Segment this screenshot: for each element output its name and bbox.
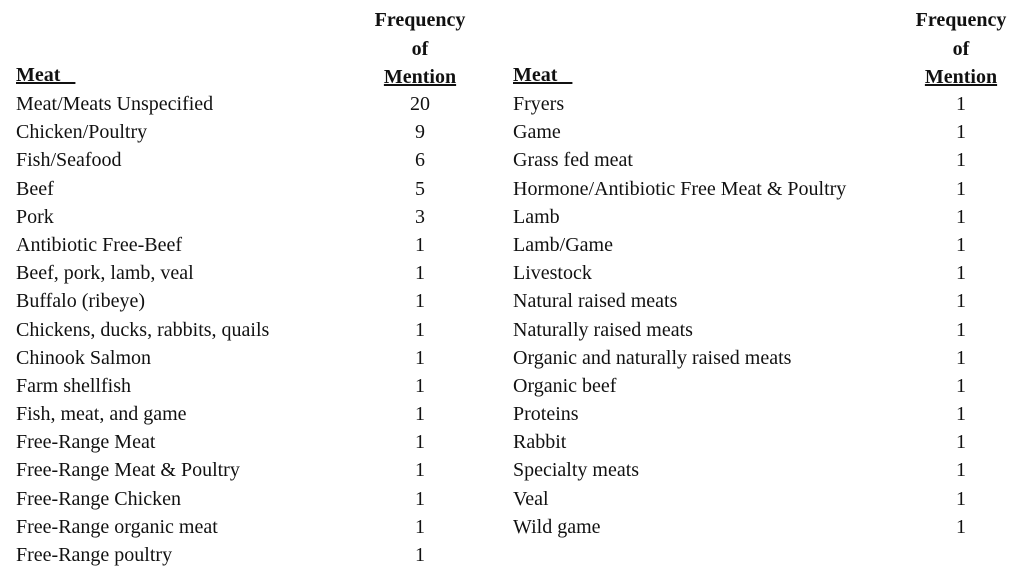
meat-name: Natural raised meats [513, 290, 678, 313]
table-row [16, 146, 476, 174]
mention-count: 1 [956, 177, 966, 200]
meat-name: Beef [16, 177, 54, 200]
meat-name: Grass fed meat [513, 149, 633, 172]
left-meat-column-header: Meat [16, 64, 76, 86]
mention-count: 1 [415, 233, 425, 256]
meat-name: Meat/Meats Unspecified [16, 93, 214, 115]
table-row [16, 287, 476, 315]
left-freq-header-line3: Mention [383, 66, 457, 88]
meat-name: Free-Range Chicken [16, 487, 181, 510]
meat-name: Organic beef [513, 374, 617, 397]
meat-name: Lamb/Game [513, 233, 613, 256]
meat-name: Pork [16, 205, 54, 228]
right-freq-header-line3: Mention [924, 66, 998, 88]
table-row [513, 344, 1013, 372]
table-row [513, 372, 1013, 400]
mention-count: 1 [415, 459, 425, 482]
left-freq-header-line1: Frequency [374, 9, 466, 31]
mention-count: 9 [415, 121, 425, 144]
table-row [16, 541, 476, 569]
mention-count: 1 [956, 431, 966, 454]
meat-name: Lamb [513, 205, 560, 228]
mention-count: 1 [956, 290, 966, 313]
mention-count: 1 [415, 431, 425, 454]
meat-name: Livestock [513, 262, 592, 285]
table-row [513, 146, 1013, 174]
mention-count: 1 [956, 515, 966, 538]
mention-count: 1 [415, 487, 425, 510]
mention-count: 1 [415, 262, 425, 285]
table-row [16, 428, 476, 456]
meat-name: Chickens, ducks, rabbits, quails [16, 318, 270, 341]
left-table-body [16, 90, 476, 569]
table-row [513, 513, 1013, 541]
table-row [513, 400, 1013, 428]
meat-name: Free-Range poultry [16, 544, 173, 566]
right-meat-column-header: Meat [513, 64, 573, 86]
table-row [16, 118, 476, 146]
mention-count: 1 [956, 233, 966, 256]
meat-name: Specialty meats [513, 459, 640, 482]
mention-count: 1 [956, 487, 966, 510]
table-row [513, 231, 1013, 259]
right-freq-header-line1: Frequency [915, 9, 1007, 31]
meat-name: Fish, meat, and game [16, 403, 187, 426]
meat-name: Antibiotic Free-Beef [16, 233, 183, 256]
mention-count: 1 [956, 459, 966, 482]
left-freq-header-line2: of [411, 37, 429, 60]
meat-name: Free-Range Meat [16, 431, 156, 454]
mention-count: 1 [956, 346, 966, 369]
mention-count: 5 [415, 177, 425, 200]
table-row [16, 456, 476, 484]
table-row [513, 90, 1013, 118]
mention-count: 1 [415, 346, 425, 369]
table-row [513, 316, 1013, 344]
right-freq-header-line2: of [952, 37, 970, 60]
meat-name: Beef, pork, lamb, veal [16, 262, 194, 285]
mention-count: 1 [956, 403, 966, 426]
mention-count: 1 [956, 121, 966, 144]
table-row [16, 259, 476, 287]
meat-name: Hormone/Antibiotic Free Meat & Poultry [513, 177, 847, 200]
table-row [16, 316, 476, 344]
table-row [16, 175, 476, 203]
table-row [513, 287, 1013, 315]
table-row [16, 90, 476, 118]
meat-name: Free-Range Meat & Poultry [16, 459, 240, 482]
left-frequency-column-header [350, 6, 490, 92]
table-row [16, 231, 476, 259]
meat-name: Farm shellfish [16, 374, 131, 397]
table-row [513, 428, 1013, 456]
left-table-header [16, 0, 476, 90]
mention-count: 1 [956, 93, 966, 115]
mention-count: 1 [415, 374, 425, 397]
mention-count: 1 [956, 318, 966, 341]
mention-count: 1 [415, 403, 425, 426]
right-meat-table [513, 0, 1013, 541]
mention-count: 1 [956, 262, 966, 285]
meat-name: Game [513, 121, 561, 144]
meat-name: Wild game [513, 515, 601, 538]
table-row [16, 344, 476, 372]
meat-name: Organic and naturally raised meats [513, 346, 792, 369]
table-row [16, 372, 476, 400]
meat-name: Chicken/Poultry [16, 121, 148, 144]
meat-name: Chinook Salmon [16, 346, 152, 369]
table-row [16, 513, 476, 541]
meat-name: Veal [513, 487, 549, 510]
table-row [513, 456, 1013, 484]
mention-count: 20 [410, 93, 430, 115]
meat-name: Proteins [513, 403, 579, 426]
meat-name: Fish/Seafood [16, 149, 122, 172]
left-meat-table [16, 0, 476, 569]
table-row [16, 203, 476, 231]
table-row [513, 259, 1013, 287]
mention-count: 1 [415, 544, 425, 566]
meat-name: Buffalo (ribeye) [16, 290, 146, 313]
table-row [513, 118, 1013, 146]
table-row [16, 400, 476, 428]
right-table-header [513, 0, 1013, 90]
table-row [16, 485, 476, 513]
mention-count: 3 [415, 205, 425, 228]
mention-count: 1 [415, 290, 425, 313]
meat-name: Fryers [513, 93, 565, 115]
table-row [513, 175, 1013, 203]
right-frequency-column-header [891, 6, 1024, 92]
mention-count: 1 [956, 149, 966, 172]
meat-name: Free-Range organic meat [16, 515, 218, 538]
table-row [513, 203, 1013, 231]
mention-count: 1 [956, 205, 966, 228]
meat-name: Naturally raised meats [513, 318, 693, 341]
right-table-body [513, 90, 1013, 541]
mention-count: 6 [415, 149, 425, 172]
mention-count: 1 [415, 318, 425, 341]
table-row [513, 485, 1013, 513]
meat-name: Rabbit [513, 431, 567, 454]
mention-count: 1 [956, 374, 966, 397]
mention-count: 1 [415, 515, 425, 538]
